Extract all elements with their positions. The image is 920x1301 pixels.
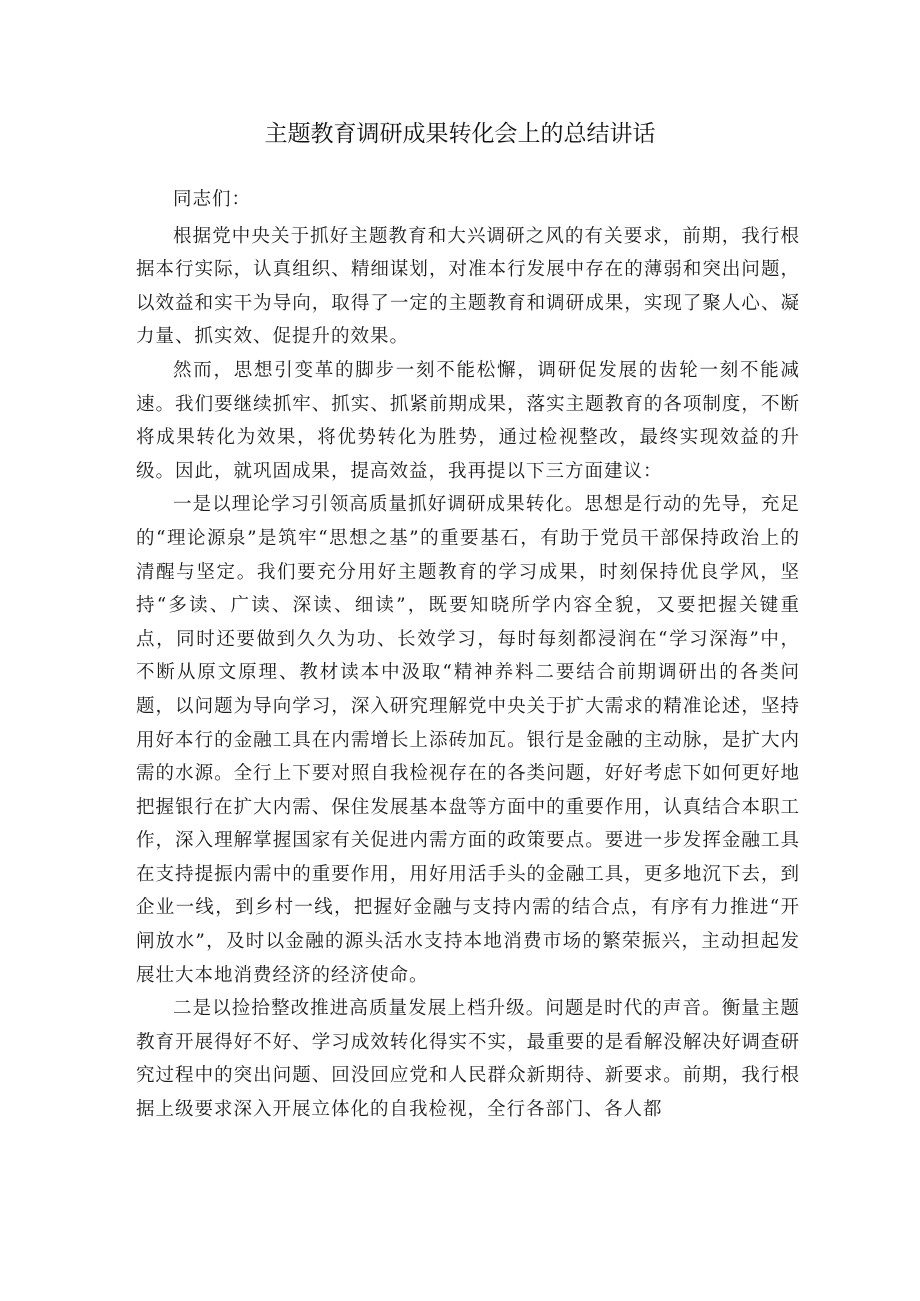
paragraph-intro: 根据党中央关于抓好主题教育和大兴调研之风的有关要求，前期，我行根据本行实际，认真组织、精细谋划，对准本行发展中存在的薄弱和突出问题，以效益和实干为导向，取得了一定的主题教育和调研成果，实现了聚人心、凝力量、抓实效、促提升的效果。 [136,225,800,348]
paragraph-point-one: 一是以理论学习引领高质量抓好调研成果转化。思想是行动的先导，充足的“理论源泉”是筑牢“思想之基”的重要基石，有助于党员干部保持政治上的清醒与坚定。我们要充分用好主题教育的学习成果，时刻保持优良学风，坚持“多读、广读、深读、细读”，既要知晓所学内容全貌，又要把握关键重点，同时还要做到久久为功、长效学习，每时每刻都浸润在“学习深海”中，不断从原文原理、教材读本中汲取“精神养料二要结合前期调研出的各类问题，以问题为导向学习，深入研究理解党中央关于扩大需求的精准论述，坚持用好本行的金融工具在内需增长上添砖加瓦。银行是金融的主动脉，是扩大内需的水源。全行上下要对照自我检视存在的各类问题，好好考虑下如何更好地把握银行在扩大内需、保住发展基本盘等方面中的重要作用，认真结合本职工作，深入理解掌握国家有关促进内需方面的政策要点。要进一步发挥金融工具在支持提振内需中的重要作用，用好用活手头的金融工具，更多地沉下去，到企业一线，到乡村一线，把握好金融与支持内需的结合点，有序有力推进“开闸放水”，及时以金融的源头活水支持本地消费市场的繁荣振兴，主动担起发展壮大本地消费经济的经济使命。 [136,494,800,986]
paragraph-transition: 然而，思想引变革的脚步一刻不能松懈，调研促发展的齿轮一刻不能减速。我们要继续抓牢、抓实、抓紧前期成果，落实主题教育的各项制度，不断将成果转化为效果，将优势转化为胜势，通过检视整改，最终实现效益的升级。因此，就巩固成果，提高效益，我再提以下三方面建议： [136,359,800,482]
salutation: 同志们： [173,189,252,210]
document-title: 主题教育调研成果转化会上的总结讲话 [264,121,656,147]
paragraph-point-two: 二是以捡拾整改推进高质量发展上档升级。问题是时代的声音。衡量主题教育开展得好不好、学习成效转化得实不实，最重要的是看解没解决好调查研究过程中的突出问题、回没回应党和人民群众新期待、新要求。前期，我行根据上级要求深入开展立体化的自我检视，全行各部门、各人都 [136,998,800,1121]
document-body [136,183,800,1127]
